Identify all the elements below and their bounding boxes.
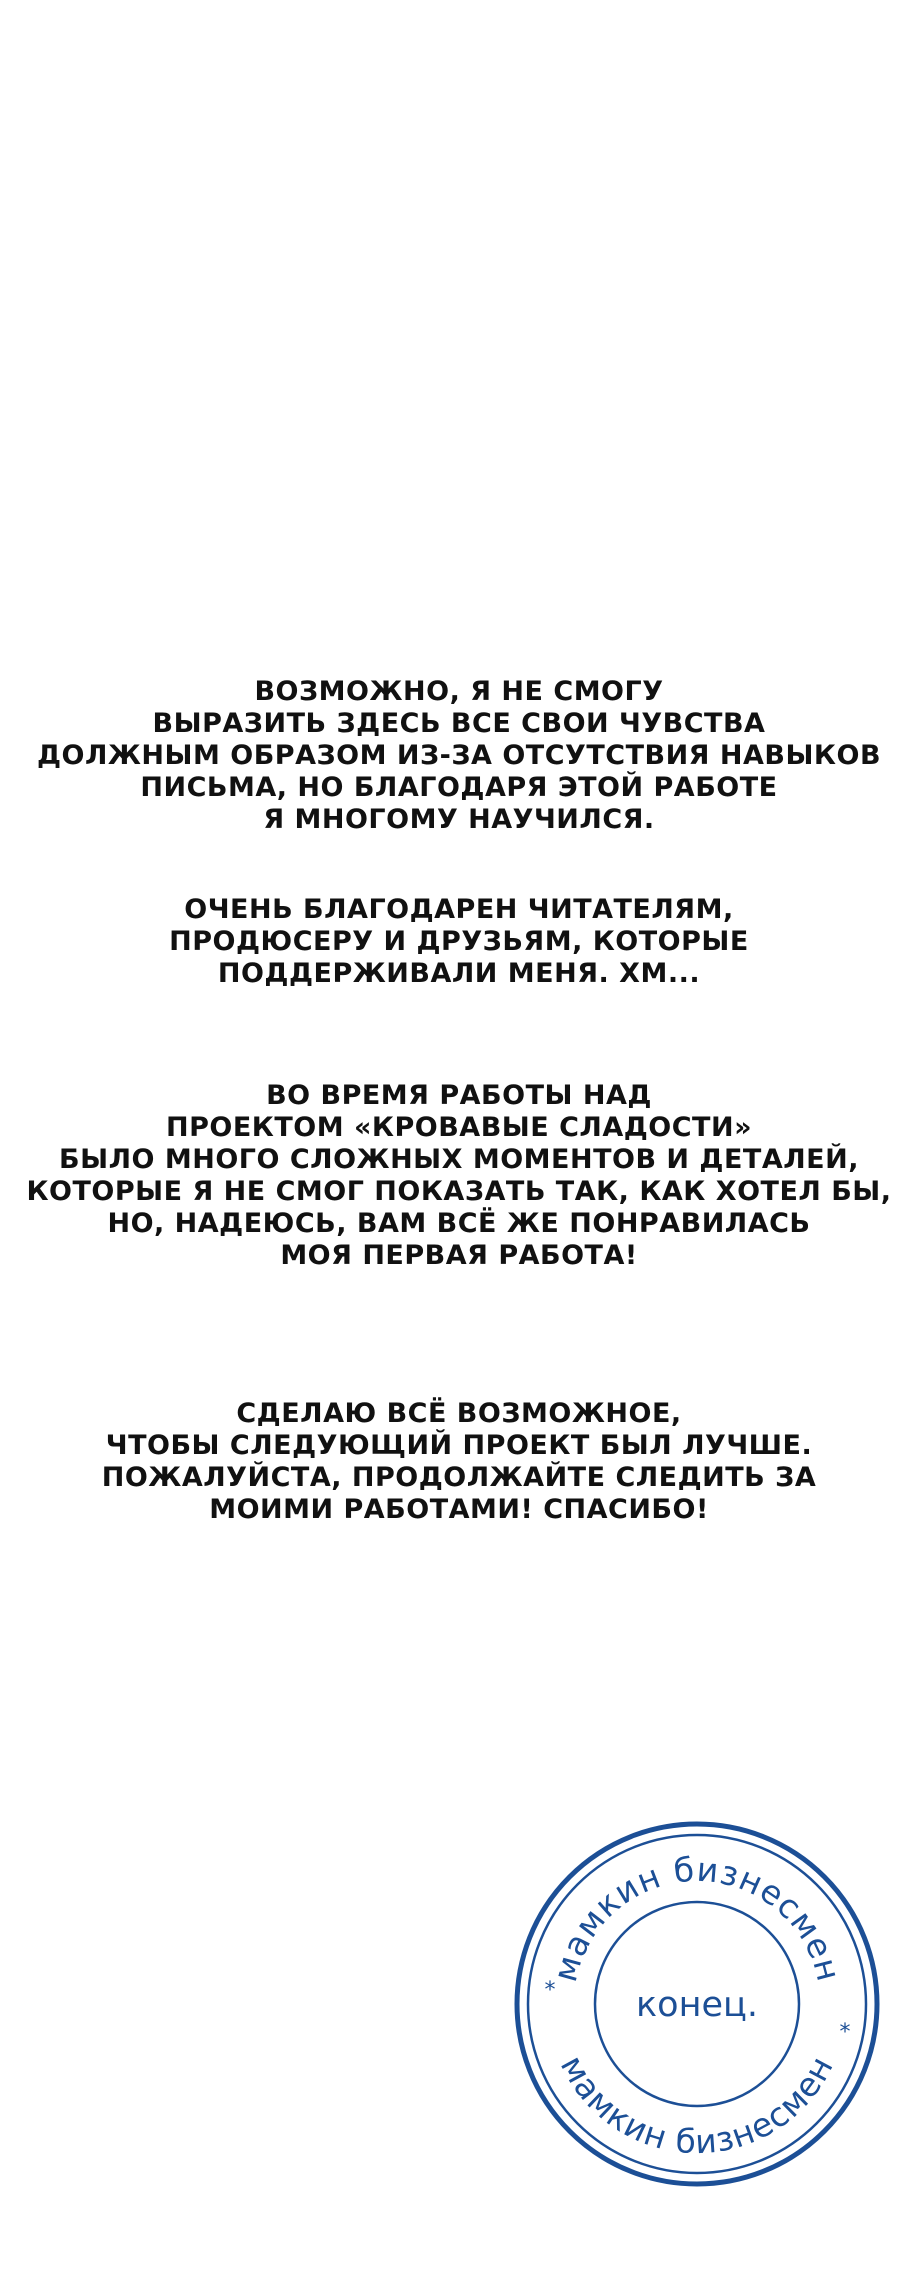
text-line: НО, НАДЕЮСЬ, ВАМ ВСЁ ЖЕ ПОНРАВИЛАСЬ	[107, 1208, 811, 1239]
text-line: ПОЖАЛУЙСТА, ПРОДОЛЖАЙТЕ СЛЕДИТЬ ЗА	[101, 1462, 817, 1493]
text-line: ПОДДЕРЖИВАЛИ МЕНЯ. ХМ...	[217, 958, 701, 989]
stamp-center-text: конец.	[636, 1985, 758, 2025]
stamp-top-text: мамкин бизнесмен	[545, 1849, 849, 1986]
stamp-separator-right: *	[839, 2020, 851, 2045]
text-line: МОЯ ПЕРВАЯ РАБОТА!	[280, 1240, 638, 1271]
end-stamp	[512, 1819, 882, 2189]
afterword-paragraph-4	[0, 1398, 918, 1526]
afterword-paragraph-3	[0, 1080, 918, 1272]
text-line: ПРОДЮСЕРУ И ДРУЗЬЯМ, КОТОРЫЕ	[169, 926, 749, 957]
text-line: ВЫРАЗИТЬ ЗДЕСЬ ВСЕ СВОИ ЧУВСТВА	[152, 708, 766, 739]
text-line: ДОЛЖНЫМ ОБРАЗОМ ИЗ-ЗА ОТСУТСТВИЯ НАВЫКОВ	[36, 740, 882, 771]
text-line: ВО ВРЕМЯ РАБОТЫ НАД	[266, 1080, 652, 1111]
text-line: ПРОЕКТОМ «КРОВАВЫЕ СЛАДОСТИ»	[165, 1112, 753, 1143]
text-line: МОИМИ РАБОТАМИ! СПАСИБО!	[209, 1494, 709, 1525]
text-line: СДЕЛАЮ ВСЁ ВОЗМОЖНОЕ,	[236, 1398, 682, 1429]
text-line: ВОЗМОЖНО, Я НЕ СМОГУ	[254, 676, 664, 707]
afterword-paragraph-1	[0, 676, 918, 836]
text-line: БЫЛО МНОГО СЛОЖНЫХ МОМЕНТОВ И ДЕТАЛЕЙ,	[59, 1144, 859, 1175]
text-line: ОЧЕНЬ БЛАГОДАРЕН ЧИТАТЕЛЯМ,	[184, 894, 734, 925]
afterword-paragraph-2	[0, 894, 918, 990]
stamp-bottom-text: мамкин бизнесмен	[552, 2048, 842, 2162]
stamp-graphic	[512, 1819, 882, 2189]
text-line: Я МНОГОМУ НАУЧИЛСЯ.	[263, 804, 655, 835]
stamp-separator-left: *	[544, 1978, 556, 2003]
text-line: КОТОРЫЕ Я НЕ СМОГ ПОКАЗАТЬ ТАК, КАК ХОТЕЛ БЫ,	[26, 1176, 892, 1207]
text-line: ЧТОБЫ СЛЕДУЮЩИЙ ПРОЕКТ БЫЛ ЛУЧШЕ.	[105, 1430, 813, 1461]
text-line: ПИСЬМА, НО БЛАГОДАРЯ ЭТОЙ РАБОТЕ	[140, 772, 778, 803]
